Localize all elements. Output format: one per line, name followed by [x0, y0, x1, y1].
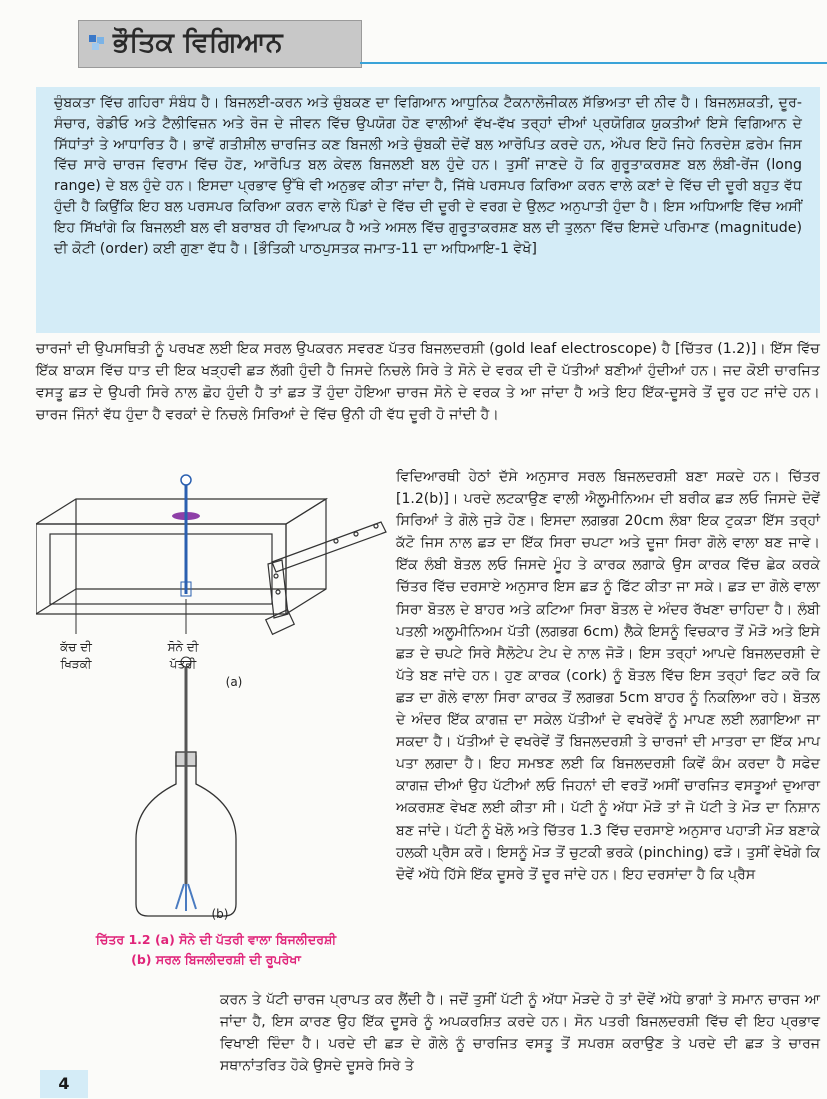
label-glass-window: ਕੱਚ ਦੀ ਖਿੜਕੀ — [60, 640, 92, 671]
figure-1-2 — [36, 464, 388, 979]
label-gold-leaf: ਸੋਨੇ ਦੀ ਪੱਤਰੀ — [167, 640, 199, 671]
intro-text: ਚੁੰਬਕਤਾ ਵਿੱਚ ਗਹਿਰਾ ਸੰਬੰਧ ਹੈ। ਬਿਜਲਈ-ਕਰਨ ਅਤੇ ਚੁੰਬਕਣ ਦਾ ਵਿਗਿਆਨ ਆਧੁਨਿਕ ਟੈਕਨਾਲੋਜੀਕਲ ਸੱਭਿਅਤਾ ਦੀ ਨੀਵ ਹੈ। ਬਿਜਲਸ਼ਕਤੀ, ਦੂਰ-ਸੰਚਾਰ, ਰੇਡੀਓ ਅਤੇ ਟੈਲੀਵਿਜ਼ਨ ਅਤੇ ਰੋਜ ਦੇ ਜੀਵਨ ਵਿੱਚ ਉਪਯੋਗ ਹੋਣ ਵਾਲੀਆਂ ਵੱਖ-ਵੱਖ ਤਰ੍ਹਾਂ ਦੀਆਂ ਪ੍ਰਯੋਗਿਕ ਯੁਕਤੀਆਂ ਇਸੇ ਵਿਗਿਆਨ ਦੇ ਸਿੱਧਾਂਤਾਂ ਤੇ ਆਧਾਰਿਤ ਹੈ। ਭਾਵੇਂ ਗਤੀਸ਼ੀਲ ਚਾਰਜਿਤ ਕਣ ਬਿਜਲੀ ਅਤੇ ਚੁੰਬਕੀ ਦੋਵੇਂ ਬਲ ਆਰੋਪਿਤ ਕਰਦੇ ਹਨ, ਔਪਰ ਇਹੋ ਜਿਹੇ ਨਿਰਦੇਸ਼ ਫ਼ਰੇਮ ਜਿਸ ਵਿੱਚ ਸਾਰੇ ਚਾਰਜ ਵਿਰਾਮ ਵਿੱਚ ਹੋਣ, ਆਰੋਪਿਤ ਬਲ ਕੇਵਲ ਬਿਜਲਈ ਬਲ ਹੁੰਦੇ ਹਨ। ਤੁਸੀਂ ਜਾਣਦੇ ਹੋ ਕਿ ਗੁਰੂਤਾਕਰਸ਼ਣ ਬਲ ਲੰਬੀ-ਰੇਂਜ (long range) ਦੇ ਬਲ ਹੁੰਦੇ ਹਨ। ਇਸਦਾ ਪ੍ਰਭਾਵ ਉੱਥੇ ਵੀ ਅਨੁਭਵ ਕੀਤਾ ਜਾਂਦਾ ਹੈ, ਜਿੱਥੇ ਪਰਸਪਰ ਕਿਰਿਆ ਕਰਨ ਵਾਲੇ ਕਣਾਂ ਦੇ ਵਿੱਚ ਦੀ ਦੂਰੀ ਬਹੁਤ ਵੱਧ ਹੁੰਦੀ ਹੈ ਕਿਉਂਕਿ ਇਹ ਬਲ ਪਰਸਪਰ ਕਿਰਿਆ ਕਰਨ ਵਾਲੇ ਪਿੰਡਾਂ ਦੇ ਵਿੱਚ ਦੀ ਦੂਰੀ ਦੇ ਵਰਗ ਦੇ ਉਲਟ ਅਨੁਪਾਤੀ ਹੁੰਦਾ ਹੈ। ਇਸ ਅਧਿਆਇ ਵਿੱਚ ਅਸੀਂ ਇਹ ਸਿੱਖਾਂਗੇ ਕਿ ਬਿਜਲਈ ਬਲ ਵੀ ਬਰਾਬਰ ਹੀ ਵਿਆਪਕ ਹੈ ਅਤੇ ਅਸਲ ਵਿੱਚ ਗੁਰੂਤਾਕਰਸ਼ਣ ਬਲ ਦੀ ਤੁਲਨਾ ਵਿੱਚ ਇਸਦੇ ਪਰਿਮਾਣ (magnitude) ਦੀ ਕੋਟੀ (order) ਕਈ ਗੁਣਾ ਵੱਧ ਹੈ। [ਭੌਤਿਕੀ ਪਾਠਪੁਸਤਕ ਜਮਾਤ-11 ਦਾ ਅਧਿਆਇ-1 ਵੇਖੋ] — [54, 95, 802, 257]
page-number-box — [40, 1070, 88, 1098]
book-logo-icon — [89, 35, 105, 51]
paragraph-3: ਕਰਨ ਤੇ ਪੱਟੀ ਚਾਰਜ ਪ੍ਰਾਪਤ ਕਰ ਲੈਂਦੀ ਹੈ। ਜਦੋਂ ਤੁਸੀਂ ਪੱਟੀ ਨੂੰ ਅੱਧਾ ਮੋੜਦੇ ਹੋ ਤਾਂ ਦੋਵੇਂ ਅੱਧੇ ਭਾਗਾਂ ਤੇ ਸਮਾਨ ਚਾਰਜ ਆ ਜਾਂਦਾ ਹੈ, ਇਸ ਕਾਰਣ ਉਹ ਇੱਕ ਦੂਸਰੇ ਨੂੰ ਅਪਕਰਸ਼ਿਤ ਕਰਦੇ ਹਨ। ਸੋਨ ਪਤਰੀ ਬਿਜਲਦਰਸ਼ੀ ਵਿੱਚ ਵੀ ਇਹ ਪ੍ਰਭਾਵ ਵਿਖਾਈ ਦਿੰਦਾ ਹੈ। ਪਰਦੇ ਦੀ ਛੜ ਦੇ ਗੋਲੇ ਨੂੰ ਚਾਰਜਿਤ ਵਸਤੂ ਤੋਂ ਸਪਰਸ਼ ਕਰਾਉਣ ਤੇ ਪਰਦੇ ਦੀ ਛੜ ਤੇ ਚਾਰਜ ਸਥਾਨਾਂਤਰਿਤ ਹੋਕੇ ਉਸਦੇ ਦੂਸਰੇ ਸਿਰੇ ਤੇ — [220, 992, 820, 1074]
figure-caption — [56, 930, 376, 970]
caption-line-2: (b) ਸਰਲ ਬਿਜਲੀਦਰਸ਼ੀ ਦੀ ਰੂਪਰੇਖਾ — [131, 952, 301, 967]
intro-box — [36, 87, 820, 333]
paragraph-2: ਵਿਦਿਆਰਥੀ ਹੇਠਾਂ ਦੱਸੇ ਅਨੁਸਾਰ ਸਰਲ ਬਿਜਲਦਰਸ਼ੀ ਬਣਾ ਸਕਦੇ ਹਨ। ਚਿੱਤਰ [1.2(b)]। ਪਰਦੇ ਲਟਕਾਉਣ ਵਾਲੀ ਐਲੂਮੀਨਿਅਮ ਦੀ ਬਰੀਕ ਛੜ ਲਓ ਜਿਸਦੇ ਦੋਵੇਂ ਸਿਰਿਆਂ ਤੇ ਗੋਲੇ ਜੁੜੇ ਹੋਣ। ਇਸਦਾ ਲਗਭਗ 20cm ਲੰਬਾ ਇਕ ਟੁਕੜਾ ਇੱਸ ਤਰ੍ਹਾਂ ਕੱਟੋ ਜਿਸ ਨਾਲ ਛੜ ਦਾ ਇੱਕ ਸਿਰਾ ਚਪਟਾ ਅਤੇ ਦੂਜਾ ਸਿਰਾ ਗੋਲੇ ਵਾਲਾ ਬਣ ਜਾਵੇ। ਇੱਕ ਲੰਬੀ ਬੋਤਲ ਲਓ ਜਿਸਦੇ ਮੂੰਹ ਤੇ ਕਾਰਕ ਲਗਾਕੇ ਉਸ ਕਾਰਕ ਵਿੱਚ ਛੇਕ ਕਰਕੇ ਚਿੱਤਰ ਵਿੱਚ ਦਰਸਾਏ ਅਨੁਸਾਰ ਇਸ ਛੜ ਨੂੰ ਫਿੱਟ ਕੀਤਾ ਜਾ ਸਕੇ। ਛੜ ਦਾ ਗੋਲੇ ਵਾਲਾ ਸਿਰਾ ਬੋਤਲ ਦੇ ਬਾਹਰ ਅਤੇ ਕਟਿਆ ਸਿਰਾ ਬੋਤਲ ਦੇ ਅੰਦਰ ਰੱਖਣਾ ਚਾਹਿਦਾ ਹੈ। ਲੰਬੀ ਪਤਲੀ ਅਲੂਮੀਨਿਅਮ ਪੱਤੀ (ਲਗਭਗ 6cm) ਲੈਕੇ ਇਸਨੂੰ ਵਿਚਕਾਰ ਤੋਂ ਮੋੜੋ ਅਤੇ ਇਸੇ ਛੜ ਦੇ ਚਪਟੇ ਸਿਰੇ ਸੈਲੋਟੇਪ ਟੇਪ ਦੇ ਨਾਲ ਜੋੜੋ। ਇਸ ਤਰ੍ਹਾਂ ਆਪਦੇ ਬਿਜਲਦਰਸ਼ੀ ਦੇ ਪੱਤੇ ਬਣ ਜਾਂਦੇ ਹਨ। ਹੁਣ ਕਾਰਕ (cork) ਨੂੰ ਬੋਤਲ ਵਿੱਚ ਇਸ ਤਰ੍ਹਾਂ ਫਿਟ ਕਰੋ ਕਿ ਛੜ ਦਾ ਗੋਲੇ ਵਾਲਾ ਸਿਰਾ ਕਾਰਕ ਤੋਂ ਲਗਭਗ 5cm ਬਾਹਰ ਨੂੰ ਨਿਕਲਿਆ ਰਹੇ। ਬੋਤਲ ਦੇ ਅੰਦਰ ਇੱਕ ਕਾਗਜ਼ ਦਾ ਸਕੇਲ ਪੱਤੀਆਂ ਦੇ ਵਖਰੇਵੇਂ ਨੂੰ ਮਾਪਣ ਲਈ ਲਗਾਇਆ ਜਾ ਸਕਦਾ ਹੈ। ਪੱਤੀਆਂ ਦੇ ਵਖਰੇਵੇਂ ਤੋਂ ਬਿਜਲਦਰਸ਼ੀ ਤੇ ਚਾਰਜਾਂ ਦੀ ਮਾਤਰਾ ਦਾ ਇੱਕ ਮਾਪ ਪਤਾ ਲਗਦਾ ਹੈ। ਇਹ ਸਮਝਣ ਲਈ ਕਿ ਬਿਜਲਦਰਸ਼ੀ ਕਿਵੇਂ ਕੰਮ ਕਰਦਾ ਹੈ ਸਫੇਦ ਕਾਗਜ਼ ਦੀਆਂ ਉਹ ਪੱਟੀਆਂ ਲਓ ਜਿਹਨਾਂ ਦੀ ਵਰਤੋਂ ਅਸੀਂ ਚਾਰਜਿਤ ਵਸਤੂਆਂ ਦੁਆਰਾ ਅਕਰਸ਼ਣ ਵੇਖਣ ਲਈ ਕੀਤਾ ਸੀ। ਪੱਟੀ ਨੂੰ ਅੱਧਾ ਮੋੜੋ ਤਾਂ ਜੋ ਪੱਟੀ ਤੇ ਮੋੜ ਦਾ ਨਿਸ਼ਾਨ ਬਣ ਜਾਂਦੇ। ਪੱਟੀ ਨੂੰ ਖੋਲੋ ਅਤੇ ਚਿੱਤਰ 1.3 ਵਿੱਚ ਦਰਸਾਏ ਅਨੁਸਾਰ ਪਹਾੜੀ ਮੋੜ ਬਣਾਕੇ ਹਲਕੀ ਪ੍ਰੈਸ ਕਰੋ। ਇਸਨੂੰ ਮੋੜ ਤੋਂ ਚੁਟਕੀ ਭਰਕੇ (pinching) ਫੜੋ। ਤੁਸੀਂ ਵੇਖੋਗੇ ਕਿ ਦੋਵੇਂ ਅੱਧੇ ਹਿੱਸੇ ਇੱਕ ਦੂਸਰੇ ਤੋਂ ਦੂਰ ਜਾਂਦੇ ਹਨ। ਇਹ ਦਰਸਾਂਦਾ ਹੈ ਕਿ ਪ੍ਰੈਸ — [396, 469, 820, 883]
label-b: (b) — [211, 907, 229, 921]
header-rule — [360, 62, 827, 64]
paragraph-1: ਚਾਰਜਾਂ ਦੀ ਉਪਸਥਿਤੀ ਨੂੰ ਪਰਖਣ ਲਈ ਇਕ ਸਰਲ ਉਪਕਰਨ ਸਵਰਣ ਪੱਤਰ ਬਿਜਲਦਰਸ਼ੀ (gold leaf electroscope) ਹੈ [ਚਿੱਤਰ (1.2)]। ਇੱਸ ਵਿੱਚ ਇੱਕ ਬਾਕਸ ਵਿੱਚ ਧਾਤ ਦੀ ਇਕ ਖੜ੍ਹਵੀ ਛੜ ਲੱਗੀ ਹੁੰਦੀ ਹੈ ਜਿਸਦੇ ਨਿਚਲੇ ਸਿਰੇ ਤੇ ਸੋਨੇ ਦੇ ਵਰਕ ਦੀ ਦੋ ਪੱਤੀਆਂ ਬਣੀਆਂ ਹੁੰਦੀਆਂ ਹਨ। ਜਦ ਕੋਈ ਚਾਰਜਿਤ ਵਸਤੂ ਛੜ ਦੇ ਉਪਰੀ ਸਿਰੇ ਨਾਲ ਛੋਹ ਹੁੰਦੀ ਹੈ ਤਾਂ ਛੜ ਤੋਂ ਹੁੰਦਾ ਹੋਇਆ ਚਾਰਜ ਸੋਨੇ ਦੇ ਵਰਕ ਤੇ ਆ ਜਾਂਦਾ ਹੈ ਅਤੇ ਇਹ ਇੱਕ-ਦੂਸਰੇ ਤੋਂ ਦੂਰ ਹਟ ਜਾਂਦੇ ਹਨ। ਚਾਰਜ ਜਿੰਨਾਂ ਵੱਧ ਹੁੰਦਾ ਹੈ ਵਰਕਾਂ ਦੇ ਨਿਚਲੇ ਸਿਰਿਆਂ ਦੇ ਵਿੱਚ ਉਨੀ ਹੀ ਵੱਧ ਦੂਰੀ ਹੋ ਜਾਂਦੀ ਹੈ। — [36, 341, 820, 423]
electroscope-illustration — [36, 464, 388, 979]
chapter-header-banner — [78, 20, 362, 68]
caption-line-1: ਚਿੱਤਰ 1.2 (a) ਸੋਨੇ ਦੀ ਪੱਤਰੀ ਵਾਲਾ ਬਿਜਲੀਦਰਸ਼ੀ — [95, 932, 337, 947]
label-a: (a) — [225, 675, 243, 689]
header-title: ਭੌਤਿਕ ਵਿਗਿਆਨ — [113, 27, 283, 58]
page-number: 4 — [58, 1074, 70, 1093]
